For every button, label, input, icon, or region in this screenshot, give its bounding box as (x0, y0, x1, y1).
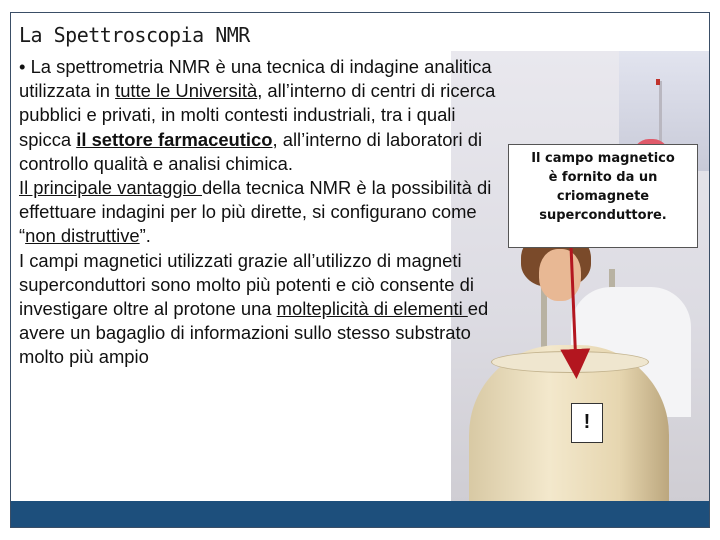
paragraph-advantage (19, 176, 509, 249)
warning-sign: ! (571, 403, 603, 443)
footer-bar (11, 501, 709, 527)
text-run: il settore farmaceutico (76, 128, 273, 150)
caption-line: criomagnete (556, 189, 650, 204)
text-run: Il principale vantaggio (19, 177, 202, 199)
caption-box (508, 144, 698, 248)
paragraph-magnets (19, 249, 509, 370)
text-run: molteplicità di elementi (276, 298, 468, 320)
text-run: , all’interno di centri di ricerca pubblici e privati, in molti contesti industriali, tra i quali spicca (19, 80, 496, 150)
text-run: La spettrometria NMR è una tecnica di indagine analitica utilizzata in (19, 56, 492, 102)
body-text (19, 55, 509, 370)
text-run: ”. (139, 225, 151, 247)
slide (10, 12, 710, 528)
caption-line: superconduttore. (539, 208, 667, 223)
bullet-icon: • (19, 56, 26, 77)
text-run: , all’interno di laboratori di controllo qualità e analisi chimica. (19, 128, 483, 174)
text-run: non distruttive (25, 225, 140, 247)
caption-line: è fornito da un (548, 170, 658, 185)
slide-title: La Spettroscopia NMR (19, 23, 250, 47)
text-run: ed avere un bagaglio di informazioni sullo stesso substrato molto più ampio (19, 298, 489, 368)
paragraph-intro (19, 55, 509, 176)
text-run: tutte le Università (115, 80, 258, 102)
text-run: I campi magnetici utilizzati grazie all’utilizzo di magneti superconduttori sono molto più potenti e ciò consente di investigare oltre al protone una (19, 249, 474, 320)
text-run: della tecnica NMR è la possibilità di effettuare indagini per lo più dirette, si configurano come “ (19, 177, 492, 247)
caption-line: Il campo magnetico (531, 151, 675, 166)
